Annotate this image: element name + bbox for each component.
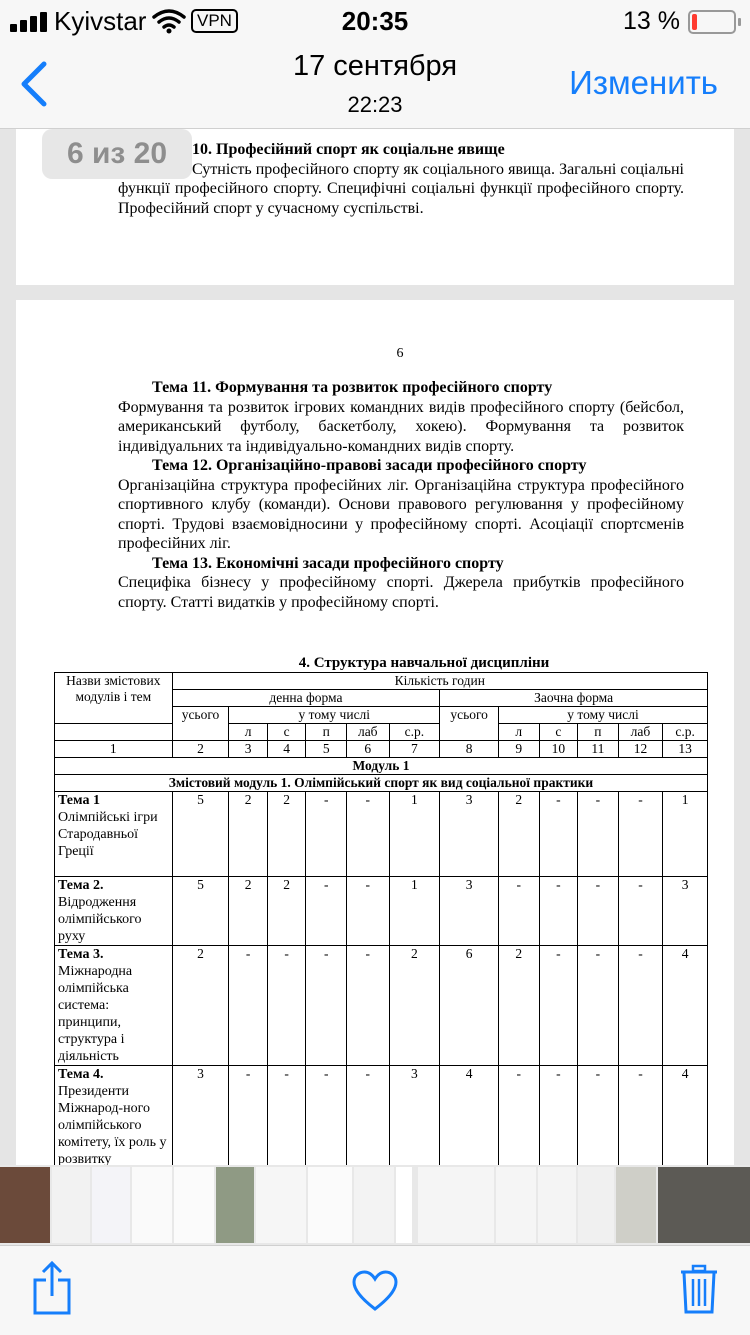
column-numbers-row	[55, 741, 708, 758]
column-number: 8	[440, 741, 499, 758]
thumbnail[interactable]	[216, 1167, 254, 1243]
hours-cell: 4	[663, 946, 708, 1066]
thumbnail[interactable]	[538, 1167, 576, 1243]
hours-cell: -	[306, 877, 347, 946]
status-bar	[0, 0, 750, 42]
col-header-sub: с	[539, 724, 578, 741]
edit-button[interactable]: Изменить	[569, 64, 718, 101]
topic-heading: Тема 11. Формування та розвиток професійного спорту	[152, 379, 553, 396]
hours-cell: 5	[172, 877, 229, 946]
topic-body: Специфіка бізнесу у професійному спорті. Джерела прибутків професійного спорту. Статті видатків у професійному спорті.	[118, 574, 684, 611]
topic-name-cell	[55, 877, 173, 946]
topic-title: Тема 2.	[58, 878, 104, 893]
hours-cell: 6	[440, 946, 499, 1066]
hours-cell: 2	[172, 946, 229, 1066]
discipline-structure-table	[54, 672, 708, 1165]
nav-bar	[0, 42, 750, 129]
page-number: 6	[396, 346, 404, 361]
share-icon[interactable]	[32, 1260, 72, 1316]
col-header-sub: с.р.	[389, 724, 440, 741]
hours-cell: 1	[663, 792, 708, 877]
column-number: 2	[172, 741, 229, 758]
hours-cell: -	[499, 1066, 540, 1166]
hours-cell: 2	[229, 877, 268, 946]
hours-cell: -	[346, 1066, 389, 1166]
thumbnail[interactable]	[256, 1167, 306, 1243]
photo-date: 17 сентября	[292, 50, 458, 82]
column-number: 4	[267, 741, 306, 758]
hours-cell: -	[306, 792, 347, 877]
col-header-sub: лаб	[618, 724, 663, 741]
topic-heading: Тема 12. Організаційно-правові засади професійного спорту	[152, 457, 587, 474]
thumbnail[interactable]	[174, 1167, 214, 1243]
hours-cell: 5	[172, 792, 229, 877]
module-row: Модуль 1	[55, 758, 708, 775]
photo-viewer[interactable]	[0, 129, 750, 1165]
column-number: 3	[229, 741, 268, 758]
hours-cell: -	[539, 792, 578, 877]
column-number: 6	[346, 741, 389, 758]
battery-percent: 13 %	[623, 7, 680, 35]
col-header-total: усього	[172, 707, 229, 741]
hours-cell: 2	[389, 946, 440, 1066]
thumbnail[interactable]	[132, 1167, 172, 1243]
hours-cell: -	[539, 877, 578, 946]
hours-cell: 2	[499, 792, 540, 877]
hours-cell: 4	[663, 1066, 708, 1166]
table-row	[55, 877, 708, 946]
table-title: 4. Структура навчальної дисципліни	[298, 655, 550, 671]
topic-heading: 10. Професійний спорт як соціальне явище	[192, 141, 505, 158]
hours-cell: 3	[172, 1066, 229, 1166]
carrier-name: Kyivstar	[54, 6, 147, 36]
table-row	[55, 792, 708, 877]
hours-cell: -	[229, 1066, 268, 1166]
table-row	[55, 1066, 708, 1166]
hours-cell: -	[229, 946, 268, 1066]
hours-cell: -	[346, 946, 389, 1066]
status-time: 20:35	[341, 6, 409, 36]
vpn-badge: VPN	[191, 9, 238, 33]
hours-cell: -	[499, 877, 540, 946]
hours-cell: -	[346, 877, 389, 946]
thumbnail[interactable]	[308, 1167, 352, 1243]
thumbnail[interactable]	[418, 1167, 494, 1243]
hours-cell: -	[346, 792, 389, 877]
topic-name-cell	[55, 792, 173, 877]
hours-cell: -	[618, 946, 663, 1066]
column-number: 7	[389, 741, 440, 758]
col-header-sub: с.р.	[663, 724, 708, 741]
battery-icon	[688, 10, 736, 34]
col-header-sub: л	[229, 724, 268, 741]
column-number: 5	[306, 741, 347, 758]
hours-cell: 1	[389, 877, 440, 946]
hours-cell: 3	[389, 1066, 440, 1166]
hours-cell: 2	[229, 792, 268, 877]
thumbnail-strip[interactable]	[0, 1165, 750, 1245]
table-row	[55, 946, 708, 1066]
column-number: 12	[618, 741, 663, 758]
topic-title: Тема 1	[58, 793, 100, 808]
col-header-total: усього	[440, 707, 499, 741]
col-header-sub: л	[499, 724, 540, 741]
document-page	[16, 300, 734, 1165]
col-header-extramural: Заочна форма	[440, 690, 708, 707]
topic-heading: Тема 13. Економічні засади професійного спорту	[152, 554, 504, 572]
page-counter: 6 из 20	[42, 129, 192, 179]
hours-cell: 2	[499, 946, 540, 1066]
column-number: 11	[578, 741, 619, 758]
col-header-including: у тому числі	[499, 707, 708, 724]
topic-title: Тема 3.	[58, 947, 104, 962]
topic-name: Міжнародна олімпійська система: принципи, структура і діяльність	[58, 964, 133, 1064]
hours-cell: 3	[440, 877, 499, 946]
hours-cell: -	[306, 946, 347, 1066]
hours-cell: -	[618, 1066, 663, 1166]
hours-cell: 3	[440, 792, 499, 877]
topic-title: Тема 4.	[58, 1067, 104, 1082]
hours-cell: 2	[267, 792, 306, 877]
hours-cell: 3	[663, 877, 708, 946]
col-header-day-form: денна форма	[172, 690, 440, 707]
col-header-sub: п	[578, 724, 619, 741]
thumbnail[interactable]	[52, 1167, 90, 1243]
col-header-sub: п	[306, 724, 347, 741]
topic-body: Організаційна структура професійних ліг. Організаційна структура професійного спортивного клубу (команди). Основи правового регулювання у професійному спорті. Трудові взаємовідносини у професійному спорті. Асоціації спортсменів професійних ліг.	[118, 476, 684, 552]
hours-cell: 4	[440, 1066, 499, 1166]
photo-time: 22:23	[347, 92, 403, 117]
topic-name-cell	[55, 946, 173, 1066]
col-header-names: Назви змістових модулів і тем	[55, 673, 173, 724]
topic-body: Сутність професійного спорту як соціального явища. Загальні соціальні функції професійного спорту. Специфічні соціальні функції професійного спорту. Професійний спорт у сучасному суспільстві.	[118, 160, 684, 217]
thumbnail[interactable]	[658, 1167, 750, 1243]
col-header-sub: с	[267, 724, 306, 741]
trash-icon[interactable]	[680, 1264, 718, 1314]
topic-body: Формування та розвиток ігрових командних видів професійного спорту (бейсбол, американський футболу, баскетболу, хокею). Формування та розвиток індивідуальних та індивідуально-командних видів спорту.	[118, 398, 684, 455]
col-header-including: у тому числі	[229, 707, 440, 724]
col-header-sub: лаб	[346, 724, 389, 741]
hours-cell: -	[267, 946, 306, 1066]
hours-cell: -	[306, 1066, 347, 1166]
thumbnail[interactable]	[616, 1167, 656, 1243]
thumbnail[interactable]	[496, 1167, 536, 1243]
thumbnail[interactable]	[92, 1167, 130, 1243]
column-number: 10	[539, 741, 578, 758]
thumbnail[interactable]	[578, 1167, 614, 1243]
hours-cell: -	[578, 1066, 619, 1166]
hours-cell: -	[618, 792, 663, 877]
topic-name: Олімпійські ігри Стародавньої Греції	[58, 810, 158, 859]
hours-cell: -	[578, 792, 619, 877]
content-module-row: Змістовий модуль 1. Олімпійський спорт як вид соціальної практики	[55, 775, 708, 792]
thumbnail[interactable]	[0, 1167, 50, 1243]
topic-name: Відродження олімпійського руху	[58, 895, 142, 944]
column-number: 13	[663, 741, 708, 758]
hours-cell: 1	[389, 792, 440, 877]
heart-icon[interactable]	[352, 1270, 398, 1312]
column-number: 9	[499, 741, 540, 758]
thumbnail[interactable]	[354, 1167, 394, 1243]
column-number: 1	[55, 741, 173, 758]
hours-cell: -	[578, 946, 619, 1066]
hours-cell: -	[267, 1066, 306, 1166]
hours-cell: -	[539, 946, 578, 1066]
hours-cell: -	[539, 1066, 578, 1166]
topic-name: Президенти Міжнарод-ного олімпійського комітету, їх роль у розвитку	[58, 1084, 167, 1165]
col-header-hours: Кількість годин	[172, 673, 707, 690]
thumbnail[interactable]	[396, 1167, 412, 1243]
hours-cell: -	[618, 877, 663, 946]
bottom-toolbar	[0, 1245, 750, 1335]
hours-cell: 2	[267, 877, 306, 946]
hours-cell: -	[578, 877, 619, 946]
topic-name-cell	[55, 1066, 173, 1166]
